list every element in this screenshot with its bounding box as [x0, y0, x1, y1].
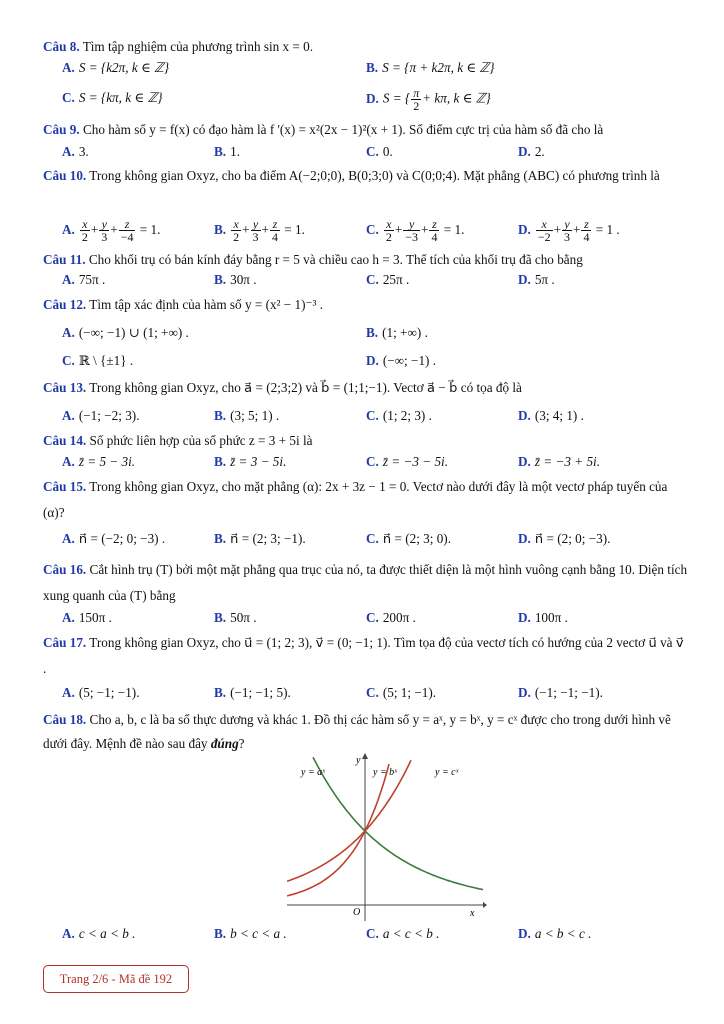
option-d[interactable] — [518, 451, 600, 473]
option-d[interactable] — [366, 350, 436, 372]
question-10 — [43, 164, 688, 188]
option-letter: B. — [214, 272, 227, 287]
question-label: Câu 8. — [43, 39, 80, 54]
option-d[interactable]: D. $\frac{x}{-2}$ + $\frac{y}{3}$ + $\frac{z}{4}$ = 1 . — [518, 217, 620, 245]
fraction-denominator: 2 — [233, 230, 240, 245]
question-stem: Cho hàm số y = f(x) có đạo hàm là f '(x) = x²(2x − 1)²(x + 1). Số điểm cực trị của hàm số đã cho là — [82, 122, 604, 137]
option-letter: D. — [518, 454, 531, 469]
option-text: z̄ = −3 − 5i. — [382, 454, 448, 469]
fraction-z — [429, 218, 439, 243]
fraction-numerator: x — [384, 218, 394, 231]
question-label: Câu 14. — [43, 433, 87, 448]
option-c[interactable] — [62, 350, 133, 372]
options-q13 — [62, 405, 702, 427]
option-letter: B. — [214, 926, 227, 941]
option-letter: D. — [518, 144, 531, 159]
option-letter: B. — [214, 531, 227, 546]
option-letter: C. — [62, 353, 75, 368]
question-stem: Trong không gian Oxyz, cho mặt phẳng (α): 2x + 3z − 1 = 0. Vectơ nào dưới đây là một vectơ pháp tuyến của (α)? — [43, 479, 668, 520]
option-text-tail: = 1 . — [595, 222, 620, 237]
question-label: Câu 11. — [43, 252, 86, 267]
fraction-x — [80, 218, 90, 243]
question-label: Câu 17. — [43, 635, 87, 650]
option-letter: A. — [62, 272, 75, 287]
option-letter: D. — [518, 222, 531, 237]
option-letter: A. — [62, 325, 75, 340]
option-letter: B. — [214, 408, 227, 423]
option-text: ℝ \ {±1} . — [78, 353, 134, 368]
option-text: S = {kπ, k ∈ ℤ} — [78, 90, 163, 105]
fraction-y — [403, 218, 420, 243]
options-q11 — [62, 269, 702, 291]
option-text: 100π . — [534, 610, 568, 625]
curve-b-label: y = bˣ — [373, 767, 398, 778]
option-letter: A. — [62, 60, 75, 75]
fraction-denominator: 2 — [413, 99, 420, 113]
option-b[interactable]: B. $\frac{x}{2}$ + $\frac{y}{3}$ + $\frac{z}{4}$ = 1. — [214, 217, 305, 245]
option-letter: A. — [62, 408, 75, 423]
option-letter: A. — [62, 610, 75, 625]
question-stem: Cắt hình trụ (T) bởi một mặt phẳng qua trục của nó, ta được thiết diện là một hình vuông cạnh bằng 10. Diện tích xung quanh của (T) bằng — [43, 562, 688, 603]
option-text: (−1; −1; −1). — [534, 685, 603, 700]
fraction-numerator: z — [429, 218, 439, 231]
question-12 — [43, 296, 688, 314]
option-text: z̄ = 5 − 3i. — [78, 454, 136, 469]
fraction-numerator: z — [581, 218, 591, 231]
fraction-y — [99, 218, 109, 243]
option-text: 200π . — [382, 610, 416, 625]
option-letter: A. — [62, 454, 75, 469]
option-a[interactable] — [62, 322, 189, 344]
option-text: 25π . — [382, 272, 410, 287]
option-text: b < c < a . — [230, 926, 287, 941]
option-a[interactable] — [62, 269, 105, 291]
fraction-numerator: z — [119, 218, 136, 231]
fraction-numerator: y — [99, 218, 109, 231]
question-stem: Tìm tập nghiệm của phương trình sin x = 0. — [82, 39, 314, 54]
option-text: n⃗ = (2; 0; −3). — [534, 531, 611, 546]
fraction-denominator: 3 — [252, 230, 259, 245]
option-text: z̄ = 3 − 5i. — [230, 454, 287, 469]
fraction-denominator: 2 — [81, 230, 88, 245]
curve-b — [287, 760, 411, 881]
option-text: (3; 5; 1) . — [230, 408, 280, 423]
question-9 — [43, 121, 688, 139]
option-text: (3; 4; 1) . — [534, 408, 584, 423]
fraction-numerator: y — [251, 218, 261, 231]
option-d[interactable] — [366, 87, 491, 112]
exponential-graph — [287, 753, 487, 921]
option-text: z̄ = −3 + 5i. — [534, 454, 600, 469]
question-stem: Cho khối trụ có bán kính đáy bằng r = 5 và chiều cao h = 3. Thể tích của khối trụ đã cho bằng — [88, 252, 583, 267]
option-text-tail: = 1. — [284, 222, 305, 237]
option-d[interactable] — [518, 528, 610, 550]
option-letter: C. — [366, 144, 379, 159]
fraction-denominator: 3 — [101, 230, 108, 245]
question-label: Câu 15. — [43, 479, 87, 494]
option-text: (−1; −2; 3). — [78, 408, 140, 423]
option-letter: A. — [62, 531, 75, 546]
y-axis-label: y — [356, 755, 361, 766]
option-b[interactable] — [366, 57, 495, 79]
option-text: a < b < c . — [534, 926, 592, 941]
option-d[interactable] — [518, 141, 545, 163]
options-q15 — [62, 528, 702, 550]
option-b[interactable] — [214, 451, 286, 473]
option-letter: C. — [366, 926, 379, 941]
option-letter: C. — [366, 272, 379, 287]
options-q16 — [62, 607, 702, 629]
fraction-numerator: π — [413, 86, 420, 100]
option-text: 30π . — [230, 272, 257, 287]
option-text: c < a < b . — [78, 926, 136, 941]
question-8 — [43, 38, 688, 56]
option-text: n⃗ = (2; 3; 0). — [382, 531, 452, 546]
x-axis-arrow-icon — [483, 902, 487, 908]
option-c[interactable] — [366, 923, 439, 945]
fraction-denominator: 2 — [385, 230, 392, 245]
option-d[interactable] — [518, 682, 603, 704]
option-b[interactable] — [214, 923, 287, 945]
option-letter: D. — [366, 353, 379, 368]
option-letter: A. — [62, 685, 75, 700]
question-18 — [43, 708, 688, 756]
question-stem: Trong không gian Oxyz, cho ba điểm A(−2;0;0), B(0;3;0) và C(0;0;4). Mặt phẳng (ABC) có phương trình là — [89, 168, 660, 183]
fraction-denominator: −2 — [537, 230, 551, 245]
question-16 — [43, 557, 688, 609]
option-letter: B. — [214, 685, 227, 700]
option-b[interactable] — [366, 322, 428, 344]
question-stem: Trong không gian Oxyz, cho a⃗ = (2;3;2) và b⃗ = (1;1;−1). Vectơ a⃗ − b⃗ có tọa độ là — [89, 380, 522, 395]
option-text: 0. — [382, 144, 393, 159]
option-a[interactable] — [62, 682, 140, 704]
option-letter: B. — [366, 60, 379, 75]
fraction-z — [581, 218, 591, 243]
option-text: 150π . — [78, 610, 112, 625]
x-axis-label: x — [470, 908, 475, 919]
option-c[interactable] — [62, 87, 163, 109]
question-stem: Tìm tập xác định của hàm số y = (x² − 1)⁻³ . — [89, 297, 324, 312]
option-d[interactable] — [518, 269, 555, 291]
option-text: 75π . — [78, 272, 106, 287]
option-a[interactable] — [62, 923, 135, 945]
option-a[interactable] — [62, 451, 135, 473]
option-text-tail: = 1. — [139, 222, 161, 237]
option-d[interactable] — [518, 405, 584, 427]
options-q12-row1 — [62, 322, 702, 344]
option-text: 5π . — [534, 272, 555, 287]
option-letter: C. — [366, 531, 379, 546]
fraction-denominator: −3 — [405, 230, 419, 245]
options-q8-row1 — [62, 57, 702, 79]
option-c[interactable] — [366, 607, 416, 629]
option-a[interactable]: A. $\frac{x}{2}$ + $\frac{y}{3}$ + $\frac{z}{-4}$ = 1. — [62, 217, 161, 245]
option-letter: B. — [366, 325, 379, 340]
option-c[interactable] — [366, 141, 393, 163]
options-q18 — [62, 923, 702, 945]
emphasis-word: đúng — [210, 736, 239, 751]
question-label: Câu 18. — [43, 712, 87, 727]
option-letter: B. — [214, 610, 227, 625]
page-footer: Trang 2/6 - Mã đề 192 — [43, 965, 189, 993]
option-text: (−∞; −1) ∪ (1; +∞) . — [78, 325, 189, 340]
option-a[interactable] — [62, 405, 140, 427]
option-text: 3. — [78, 144, 89, 159]
fraction-z — [270, 218, 280, 243]
option-text: (−∞; −1) . — [382, 353, 437, 368]
curve-c-label: y = cˣ — [435, 767, 459, 778]
option-d[interactable] — [518, 607, 568, 629]
option-text: (1; 2; 3) . — [382, 408, 432, 423]
fraction-denominator: 3 — [564, 230, 571, 245]
option-text-tail: = 1. — [443, 222, 465, 237]
option-c[interactable] — [366, 451, 448, 473]
option-letter: C. — [366, 685, 379, 700]
option-text: 1. — [230, 144, 240, 159]
options-q10 — [62, 216, 702, 244]
question-label: Câu 13. — [43, 380, 87, 395]
option-text: 50π . — [230, 610, 257, 625]
question-label: Câu 10. — [43, 168, 87, 183]
option-letter: D. — [518, 531, 531, 546]
question-label: Câu 16. — [43, 562, 87, 577]
options-q8-row2 — [62, 86, 702, 113]
fraction-x — [231, 218, 241, 243]
option-letter: D. — [518, 408, 531, 423]
option-text: (1; +∞) . — [382, 325, 428, 340]
fraction-denominator: 4 — [583, 230, 590, 245]
option-b[interactable] — [214, 607, 257, 629]
fraction-numerator: z — [270, 218, 280, 231]
option-b[interactable] — [214, 141, 240, 163]
options-q17 — [62, 682, 702, 704]
option-letter: A. — [62, 926, 75, 941]
question-15 — [43, 474, 688, 526]
question-label: Câu 12. — [43, 297, 87, 312]
options-q14 — [62, 451, 702, 473]
option-letter: D. — [366, 90, 379, 106]
fraction-x — [384, 218, 394, 243]
question-14 — [43, 432, 688, 450]
option-d[interactable] — [518, 923, 591, 945]
option-c[interactable] — [366, 682, 436, 704]
question-stem: Số phức liên hợp của số phức z = 3 + 5i là — [89, 433, 313, 448]
question-stem: Trong không gian Oxyz, cho u⃗ = (1; 2; 3), v⃗ = (0; −1; 1). Tìm tọa độ của vectơ tích có hướng của 2 vectơ u⃗ và v⃗ . — [43, 635, 684, 676]
option-c[interactable] — [366, 405, 432, 427]
option-letter: A. — [62, 222, 75, 237]
option-text: 2. — [534, 144, 545, 159]
option-text: (5; −1; −1). — [78, 685, 140, 700]
option-a[interactable] — [62, 528, 165, 550]
option-letter: D. — [518, 926, 531, 941]
option-text-tail: + kπ, k ∈ ℤ} — [422, 90, 491, 106]
fraction-z — [119, 218, 136, 243]
option-letter: D. — [518, 685, 531, 700]
question-17 — [43, 630, 688, 682]
option-c[interactable] — [366, 528, 451, 550]
option-letter: C. — [366, 454, 379, 469]
option-letter: B. — [214, 454, 227, 469]
option-letter: B. — [214, 144, 227, 159]
curve-a-label: y = aˣ — [301, 767, 326, 778]
question-stem: Cho a, b, c là ba số thực dương và khác 1. Đồ thị các hàm số y = aˣ, y = bˣ, y = cˣ được cho trong dưới hình vẽ dưới đây. Mệnh đề nào sau đây — [43, 712, 671, 751]
option-b[interactable] — [214, 528, 306, 550]
option-text: S = {k2π, k ∈ ℤ} — [78, 60, 170, 75]
option-letter: D. — [518, 610, 531, 625]
option-letter: B. — [214, 222, 227, 237]
option-text: S = {π + k2π, k ∈ ℤ} — [382, 60, 495, 75]
fraction-numerator: x — [80, 218, 90, 231]
option-text: a < c < b . — [382, 926, 440, 941]
option-letter: A. — [62, 144, 75, 159]
fraction-numerator: y — [403, 218, 420, 231]
origin-label: O — [353, 907, 361, 918]
question-11 — [43, 251, 688, 269]
fraction-numerator: x — [231, 218, 241, 231]
option-c[interactable] — [366, 269, 409, 291]
fraction — [411, 87, 421, 112]
fraction-x — [536, 218, 553, 243]
y-axis-arrow-icon — [362, 753, 368, 759]
option-c[interactable]: C. $\frac{x}{2}$ + $\frac{y}{-3}$ + $\frac{z}{4}$ = 1. — [366, 217, 465, 245]
fraction-denominator: 4 — [431, 230, 438, 245]
option-a[interactable] — [62, 607, 112, 629]
option-text: n⃗ = (2; 3; −1). — [230, 531, 306, 546]
fraction-denominator: 4 — [271, 230, 278, 245]
option-b[interactable] — [214, 682, 291, 704]
option-letter: C. — [62, 90, 75, 105]
fraction-numerator: y — [562, 218, 572, 231]
option-letter: C. — [366, 610, 379, 625]
question-label: Câu 9. — [43, 122, 80, 137]
option-b[interactable] — [214, 405, 279, 427]
fraction-y — [251, 218, 261, 243]
fraction-denominator: −4 — [120, 230, 134, 245]
fraction-numerator: x — [536, 218, 553, 231]
question-13 — [43, 379, 688, 397]
option-letter: D. — [518, 272, 531, 287]
option-text: S = { — [382, 90, 411, 106]
options-q9 — [62, 141, 702, 163]
option-a[interactable] — [62, 57, 169, 79]
option-text: (5; 1; −1). — [382, 685, 437, 700]
options-q12-row2 — [62, 350, 702, 372]
question-stem-tail: ? — [238, 736, 245, 751]
option-a[interactable] — [62, 141, 89, 163]
option-letter: C. — [366, 408, 379, 423]
option-letter: C. — [366, 222, 379, 237]
option-text: (−1; −1; 5). — [230, 685, 291, 700]
fraction-y — [562, 218, 572, 243]
option-b[interactable] — [214, 269, 257, 291]
option-text: n⃗ = (−2; 0; −3) . — [78, 531, 166, 546]
